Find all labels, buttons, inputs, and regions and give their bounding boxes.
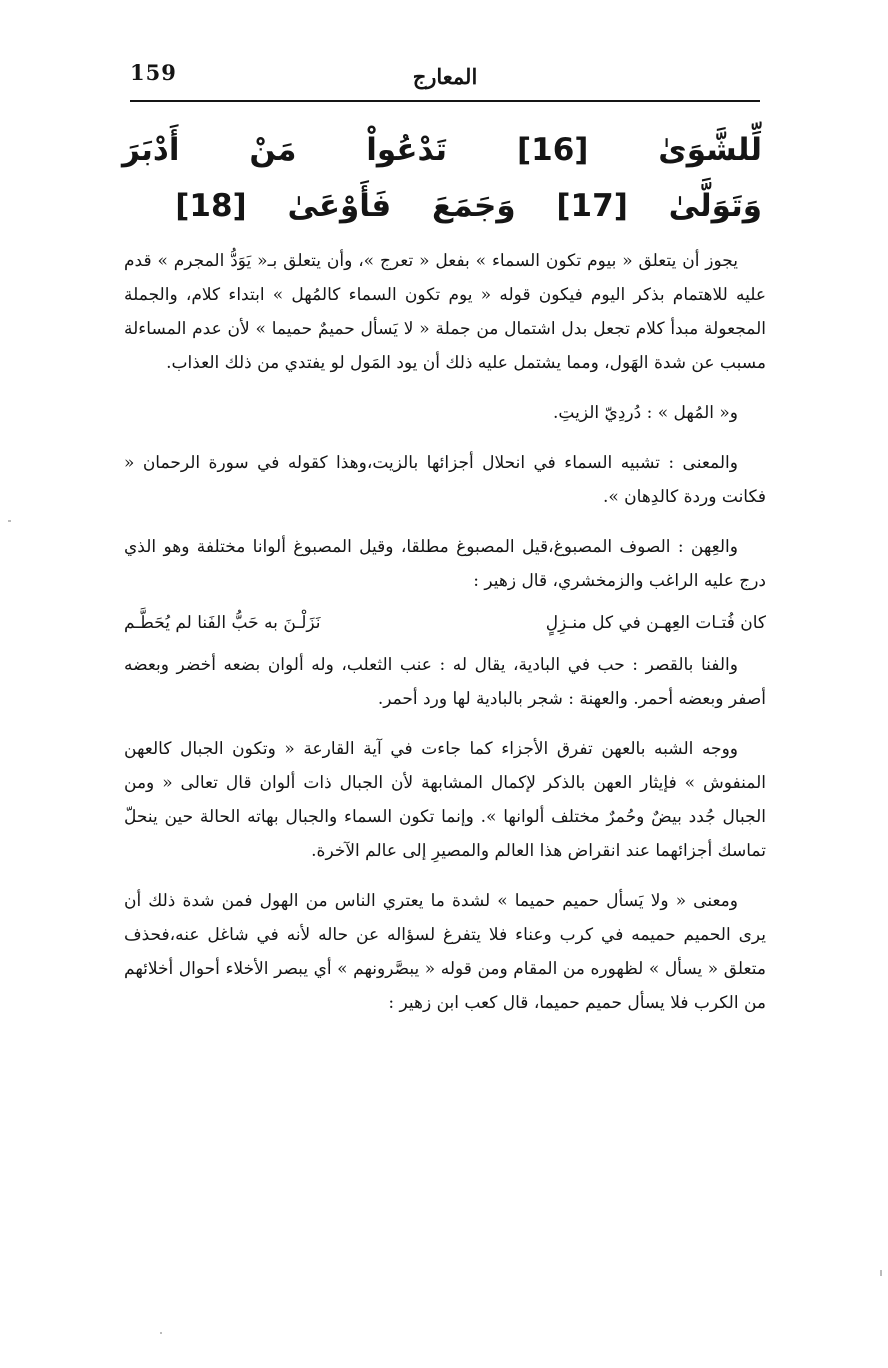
paragraph-5: والفنا بالقصر : حب في البادية، يقال له : عنب الثعلب، وله ألوان بضعه أخضر وبعضه أصفر وبعضه أحمر. والعهنة : شجر بالبادية لها ورد أحمر. <box>124 655 766 709</box>
running-title: المعارج <box>412 64 478 89</box>
paragraph-4: والعِهن : الصوف المصبوغ،قيل المصبوغ مطلقا، وقيل المصبوغ ألوانا مختلفة وهو الذي درج عليه الراغب والزمخشري، قال زهير : <box>124 537 766 591</box>
poem-hemistich-left: نَزَلْـنَ به حَبُّ الفَنا لم يُحَطَّـم <box>124 613 321 633</box>
paragraph-6: ووجه الشبه بالعهن تفرق الأجزاء كما جاءت في آية القارعة « وتكون الجبال كالعهن المنفوش » فإيثار العهن بالذكر لإكمال المشابهة لأن الجبال ذات ألوان قال تعالى « ومن الجبال جُدد بيضٌ وحُمرٌ مختلف ألوانها ». وإنما تكون السماء والجبال بهاته الحالة حين ينحلّ تماسك أجزائهما عند انقراض هذا العالم والمصيرِ إلى عالم الآخرة. <box>124 739 766 861</box>
page-number: 159 <box>130 60 177 85</box>
quran-verse: لِّلشَّوَىٰ [16] تَدْعُواْ مَنْ أَدْبَرَ وَتَوَلَّىٰ [17] وَجَمَعَ فَأَوْعَىٰ [18] <box>122 132 762 224</box>
paragraph-2: و« المُهل » : دُردِيّ الزيتِ. <box>553 403 738 423</box>
scan-speck-left <box>8 520 11 522</box>
poem-verse-zuhair <box>124 606 766 640</box>
scan-speck-lower <box>160 1332 162 1334</box>
paragraph-7: ومعنى « ولا يَسأل حميم حميما » لشدة ما يعتري الناس من الهول فمن شدة ذلك أن يرى الحميم حميمه في كرب وعناء فلا يتفرغ لسؤاله عن حاله لأنه في شاغل عنه،فحذف متعلق « يسأل » لظهوره من المقام ومن قوله « يبصَّرونهم » أي يبصر الأخلاء أحوال أخلائهم من الكرب فلا يسأل حميم حميما، قال كعب ابن زهير : <box>124 891 766 1013</box>
poem-hemistich-right: كان فُتـات العِهـن في كل منـزِلٍ <box>545 613 766 633</box>
page-header <box>130 58 760 98</box>
scan-speck-bottom <box>880 1270 882 1276</box>
commentary-body <box>124 244 766 1036</box>
header-rule <box>130 100 760 102</box>
paragraph-3: والمعنى : تشبيه السماء في انحلال أجزائها بالزيت،وهذا كقوله في سورة الرحمان « فكانت وردة كالدِهان ». <box>124 453 766 507</box>
paragraph-1: يجوز أن يتعلق « بيوم تكون السماء » بفعل « تعرج »، وأن يتعلق بـ« يَوَدُّ المجرم » قدم عليه للاهتمام بذكر اليوم فيكون قوله « يوم تكون السماء كالمُهل » ابتداء كلام، والجملة المجعولة مبدأ كلام تجعل بدل اشتمال من جملة « لا يَسأل حميمٌ حميما » لأن عدم المساءلة مسبب عن شدة الهَول، ومما يشتمل عليه ذلك أن يود المَول لو يفتدي من ذلك العذاب. <box>124 251 766 373</box>
